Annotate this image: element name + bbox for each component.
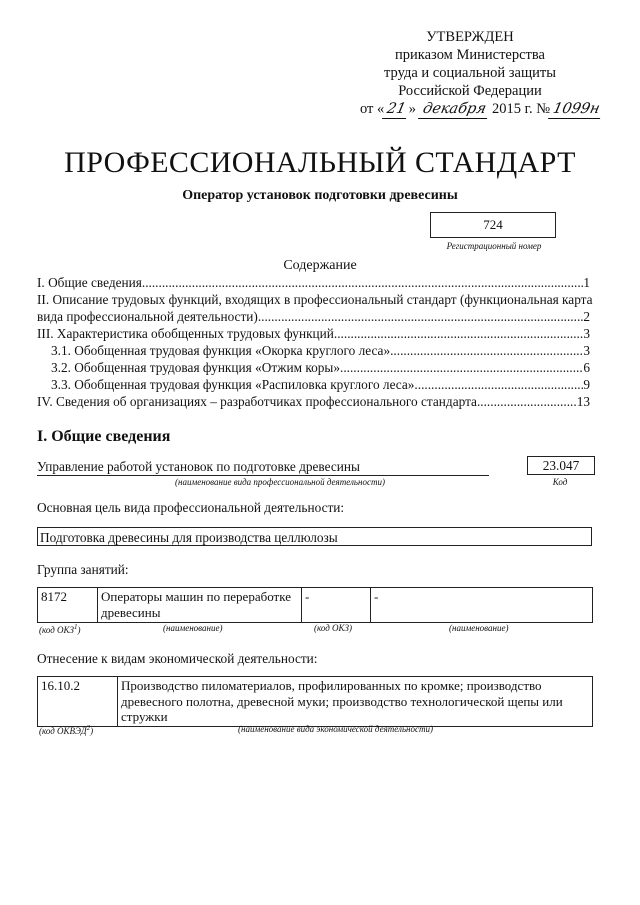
- toc-item-text: III. Характеристика обобщенных трудовых функций: [37, 326, 334, 341]
- toc-title: Содержание: [283, 258, 357, 273]
- section-heading: I. Общие сведения: [37, 428, 171, 445]
- toc-item-continuation[interactable]: [37, 308, 590, 325]
- table-row: [38, 588, 593, 623]
- toc-item-page: 2: [583, 309, 590, 324]
- toc-item[interactable]: [37, 274, 590, 291]
- registration-number-box: 724: [430, 212, 556, 238]
- date-mid: »: [408, 101, 416, 117]
- goal-value: Подготовка древесины для производства целлюлозы: [37, 527, 592, 546]
- footnote-mark: 1: [73, 623, 78, 631]
- handwritten-order-number: 1099н: [548, 100, 604, 119]
- eco-label: Отнесение к видам экономической деятельности:: [37, 651, 318, 666]
- occupation-name-caption-2: (наименование): [449, 623, 509, 633]
- activity-name: Управление работой установок по подготовке древесины: [37, 458, 489, 476]
- toc-item[interactable]: [37, 342, 590, 359]
- okved-code-cell: 16.10.2: [38, 677, 118, 727]
- caption-text: ): [77, 625, 81, 635]
- occupation-name-cell: Операторы машин по переработке древесины: [98, 588, 302, 623]
- goal-label: Основная цель вида профессиональной деятельности:: [37, 500, 345, 515]
- toc-item[interactable]: [37, 359, 590, 376]
- occupation-name-caption: (наименование): [163, 623, 223, 633]
- okved-name-caption: (наименование вида экономической деятельности): [238, 724, 433, 734]
- table-row: [38, 677, 593, 727]
- activity-code: 23.047: [527, 456, 595, 475]
- toc-item[interactable]: [37, 376, 590, 393]
- okz-code-caption-2: (код ОКЗ): [314, 623, 352, 633]
- economic-activity-table: [37, 676, 593, 727]
- occupation-name-cell-2: -: [371, 588, 593, 623]
- toc-item-text: IV. Сведения об организациях – разработчиках профессионального стандарта: [37, 394, 477, 409]
- caption-text: (код ОКВЭД: [39, 726, 87, 736]
- toc-item-text: I. Общие сведения: [37, 275, 142, 290]
- footnote-mark: 2: [86, 724, 91, 732]
- toc-item-text: вида профессиональной деятельности): [37, 309, 258, 324]
- occupation-group-table: [37, 587, 593, 623]
- okved-name-cell: Производство пиломатериалов, профилированных по кромке; производство древесного полотна, древесной муки; производство технологической щепы или стружки: [118, 677, 593, 727]
- registration-number-label: Регистрационный номер: [446, 241, 542, 251]
- approval-date-line: [360, 100, 602, 119]
- toc-item-page: 13: [576, 394, 590, 409]
- approval-line-4: Российской Федерации: [398, 83, 542, 99]
- toc-item[interactable]: [37, 393, 590, 410]
- toc-item-text: 3.1. Обобщенная трудовая функция «Окорка круглого леса»: [51, 343, 391, 358]
- activity-caption: (наименование вида профессиональной деятельности): [175, 477, 385, 487]
- group-label: Группа занятий:: [37, 562, 129, 577]
- okz-code-cell: 8172: [38, 588, 98, 623]
- caption-text: (код ОКЗ: [39, 625, 74, 635]
- handwritten-month: декабря: [418, 100, 491, 119]
- approval-line-1: УТВЕРЖДЕН: [426, 29, 514, 45]
- toc-item-text: 3.3. Обобщенная трудовая функция «Распиловка круглого леса»: [51, 377, 415, 392]
- toc-item[interactable]: [37, 291, 593, 308]
- approval-block: [360, 28, 602, 119]
- date-prefix: от «: [360, 101, 385, 117]
- code-caption: Код: [552, 477, 568, 487]
- approval-line-2: приказом Министерства: [395, 47, 545, 63]
- date-year: 2015 г. №: [492, 101, 551, 117]
- okved-code-caption: [39, 724, 93, 736]
- document-subtitle: Оператор установок подготовки древесины: [182, 188, 458, 203]
- table-of-contents: [37, 274, 593, 410]
- okz-code-cell-2: -: [302, 588, 371, 623]
- toc-item-page: 3: [583, 343, 590, 358]
- toc-item-text: 3.2. Обобщенная трудовая функция «Отжим коры»: [51, 360, 340, 375]
- approval-line-3: труда и социальной защиты: [384, 65, 556, 81]
- handwritten-day: 21: [382, 100, 410, 119]
- toc-item-page: 9: [583, 377, 590, 392]
- toc-item[interactable]: [37, 325, 590, 342]
- document-title: ПРОФЕССИОНАЛЬНЫЙ СТАНДАРТ: [64, 146, 576, 179]
- okz-code-caption: [39, 623, 80, 635]
- caption-text: ): [90, 726, 94, 736]
- toc-item-page: 3: [583, 326, 590, 341]
- toc-item-page: 1: [583, 275, 590, 290]
- toc-item-page: 6: [583, 360, 590, 375]
- toc-item-text: II. Описание трудовых функций, входящих в профессиональный стандарт (функциональная карта: [37, 292, 593, 307]
